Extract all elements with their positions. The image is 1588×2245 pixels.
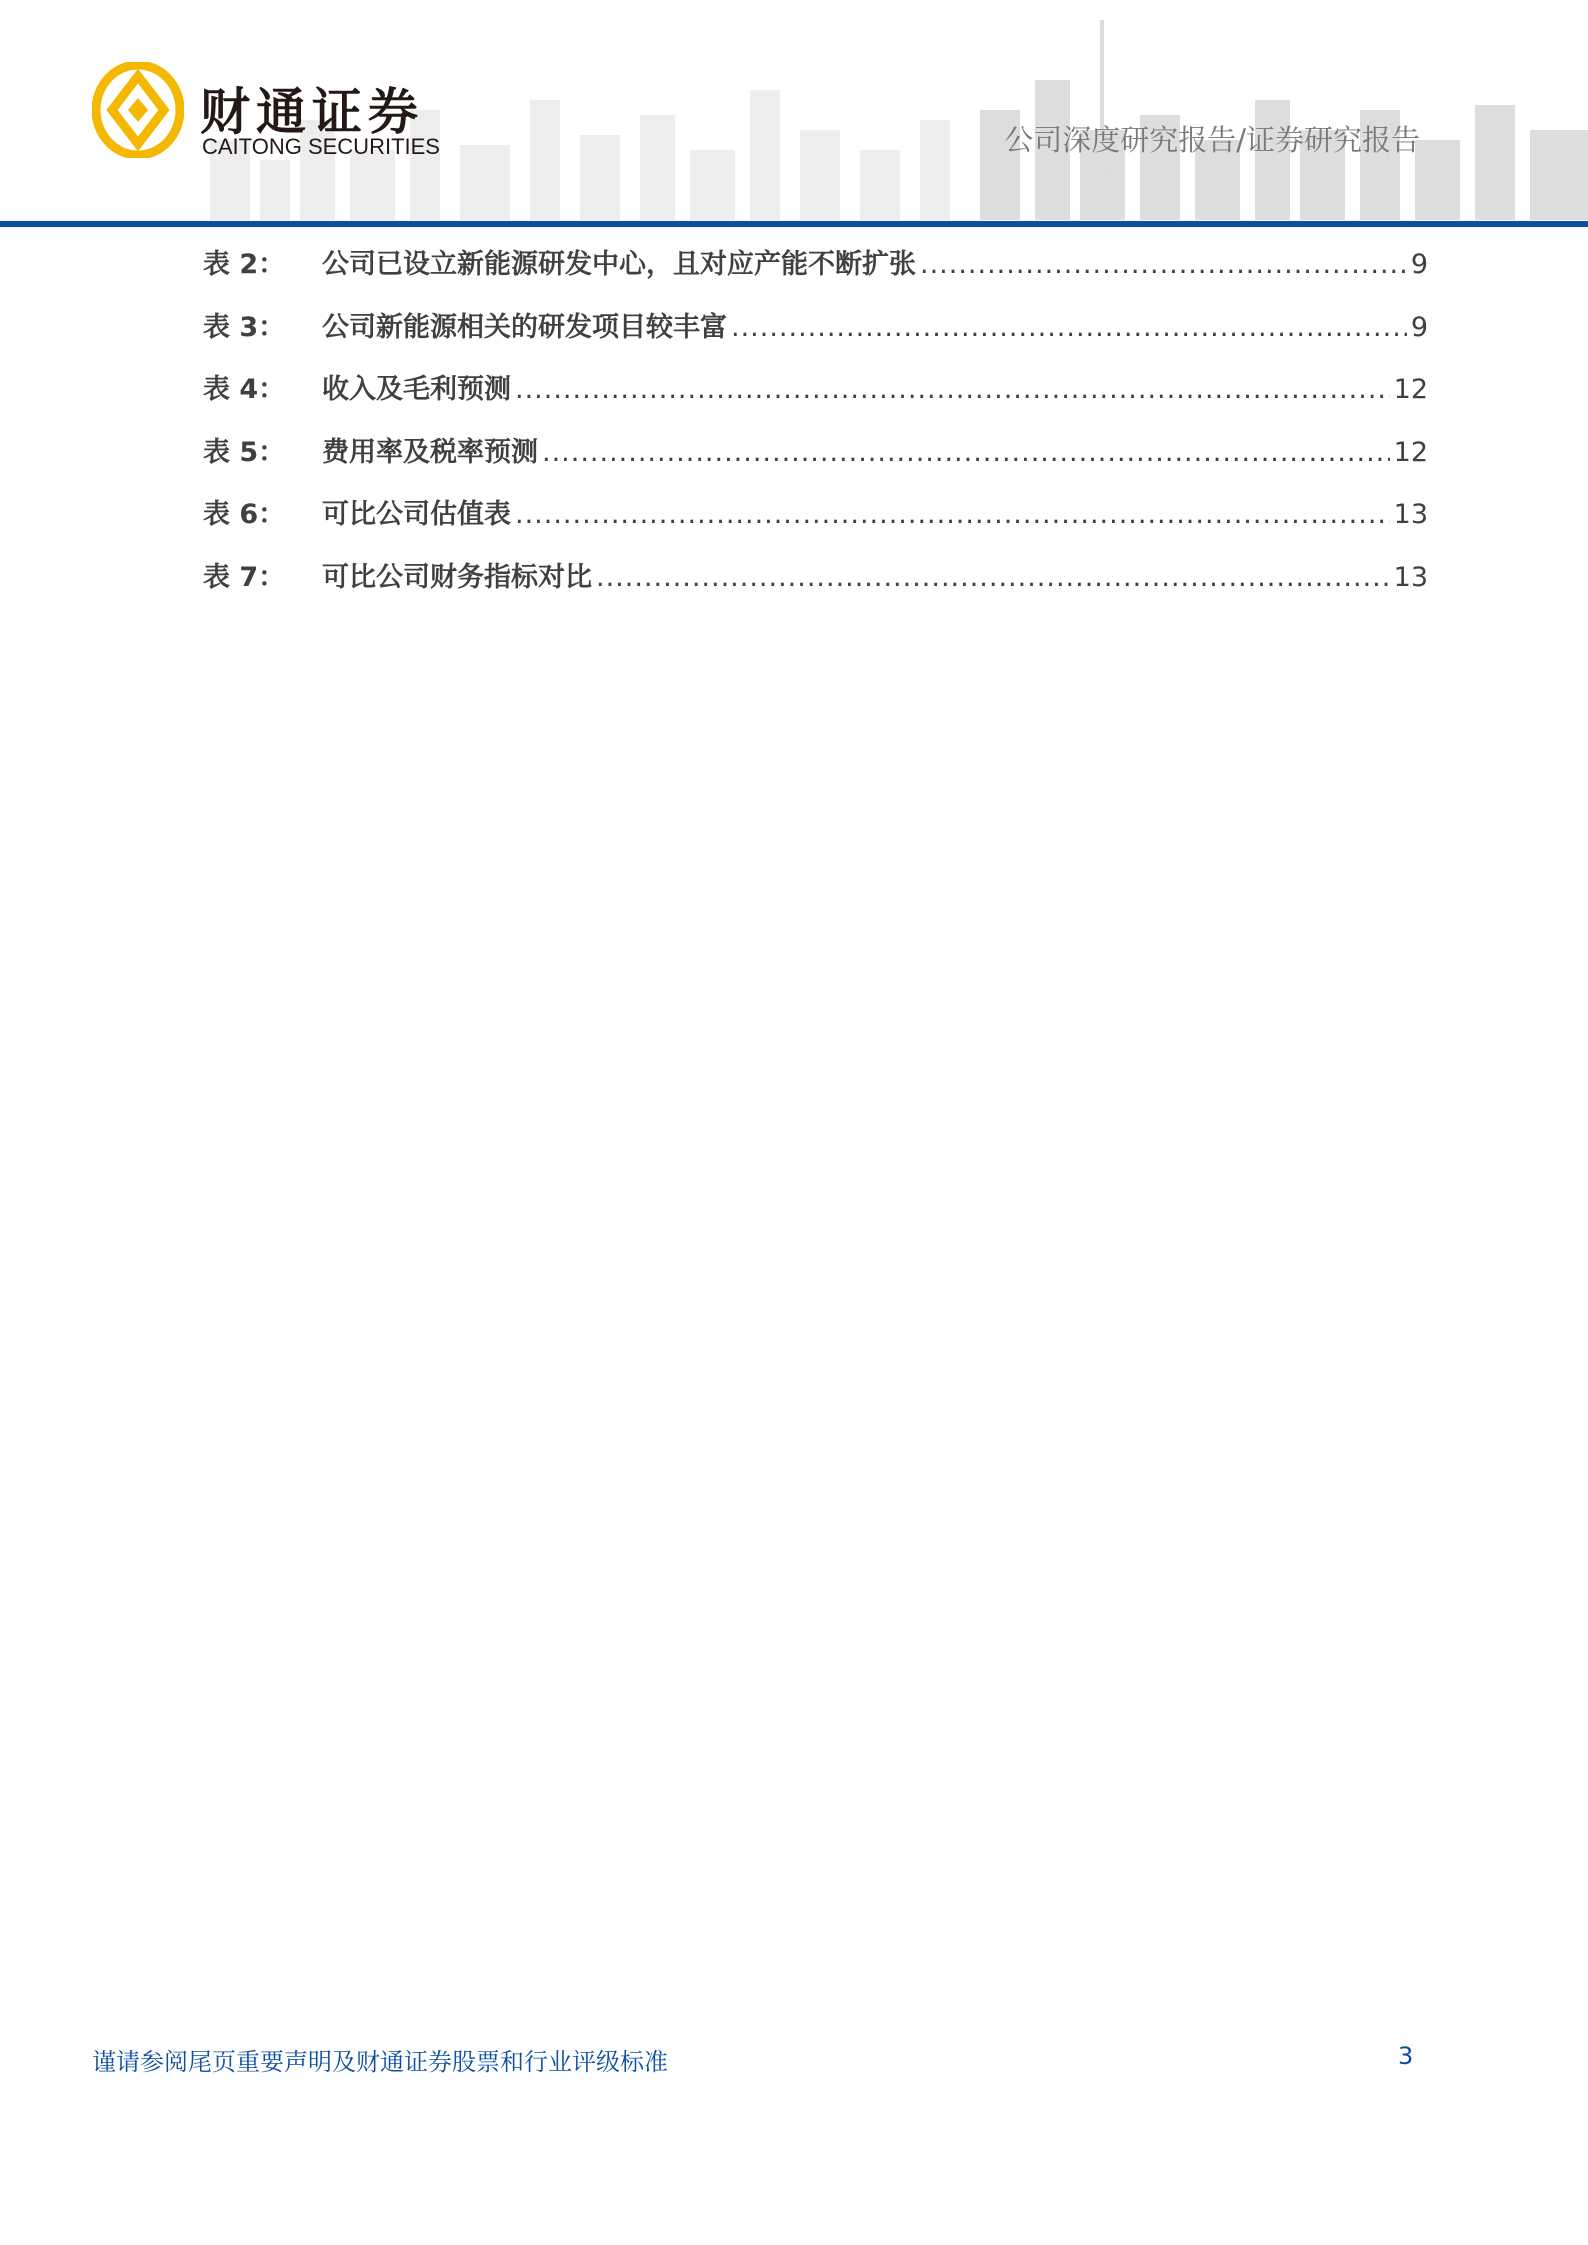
toc-label: 表 6： xyxy=(203,499,286,530)
toc-page: 9 xyxy=(1410,311,1428,343)
toc-entry[interactable] xyxy=(203,367,1428,430)
toc-page: 12 xyxy=(1393,374,1428,405)
toc-leader-dots xyxy=(515,374,1390,405)
toc-title: 公司已设立新能源研发中心，且对应产能不断扩张 xyxy=(322,249,916,280)
toc-leader-dots xyxy=(596,562,1390,593)
toc-leader-dots xyxy=(542,437,1390,468)
toc-label: 表 5： xyxy=(203,436,286,468)
brand-name-cn: 财通证券 xyxy=(200,82,424,141)
toc-label: 表 4： xyxy=(203,374,286,405)
toc-page: 13 xyxy=(1393,499,1428,530)
table-of-figures xyxy=(203,242,1428,617)
toc-title: 费用率及税率预测 xyxy=(322,436,538,468)
toc-page: 9 xyxy=(1410,249,1428,280)
footer-page-number: 3 xyxy=(1398,2042,1414,2070)
caitong-logo-icon xyxy=(92,62,184,158)
toc-label: 表 7： xyxy=(203,561,286,593)
brand-name-en: CAITONG SECURITIES xyxy=(202,134,440,159)
report-type: 公司深度研究报告/证券研究报告 xyxy=(1004,123,1420,157)
toc-entry[interactable] xyxy=(203,242,1428,305)
toc-leader-dots xyxy=(731,312,1407,343)
toc-entry[interactable] xyxy=(203,305,1428,368)
page-header xyxy=(0,0,1588,230)
toc-leader-dots xyxy=(515,499,1390,530)
toc-leader-dots xyxy=(920,249,1407,280)
toc-entry[interactable] xyxy=(203,430,1428,493)
toc-title: 可比公司估值表 xyxy=(322,499,511,530)
toc-label: 表 3： xyxy=(203,311,286,343)
toc-title: 可比公司财务指标对比 xyxy=(322,561,592,593)
toc-page: 12 xyxy=(1393,436,1428,468)
toc-title: 收入及毛利预测 xyxy=(322,374,511,405)
toc-entry[interactable] xyxy=(203,555,1428,618)
header-divider xyxy=(0,221,1588,227)
toc-title: 公司新能源相关的研发项目较丰富 xyxy=(322,311,727,343)
toc-page: 13 xyxy=(1393,561,1428,593)
toc-label: 表 2： xyxy=(203,249,286,280)
footer-disclaimer: 谨请参阅尾页重要声明及财通证券股票和行业评级标准 xyxy=(92,2048,668,2076)
toc-entry[interactable] xyxy=(203,492,1428,555)
